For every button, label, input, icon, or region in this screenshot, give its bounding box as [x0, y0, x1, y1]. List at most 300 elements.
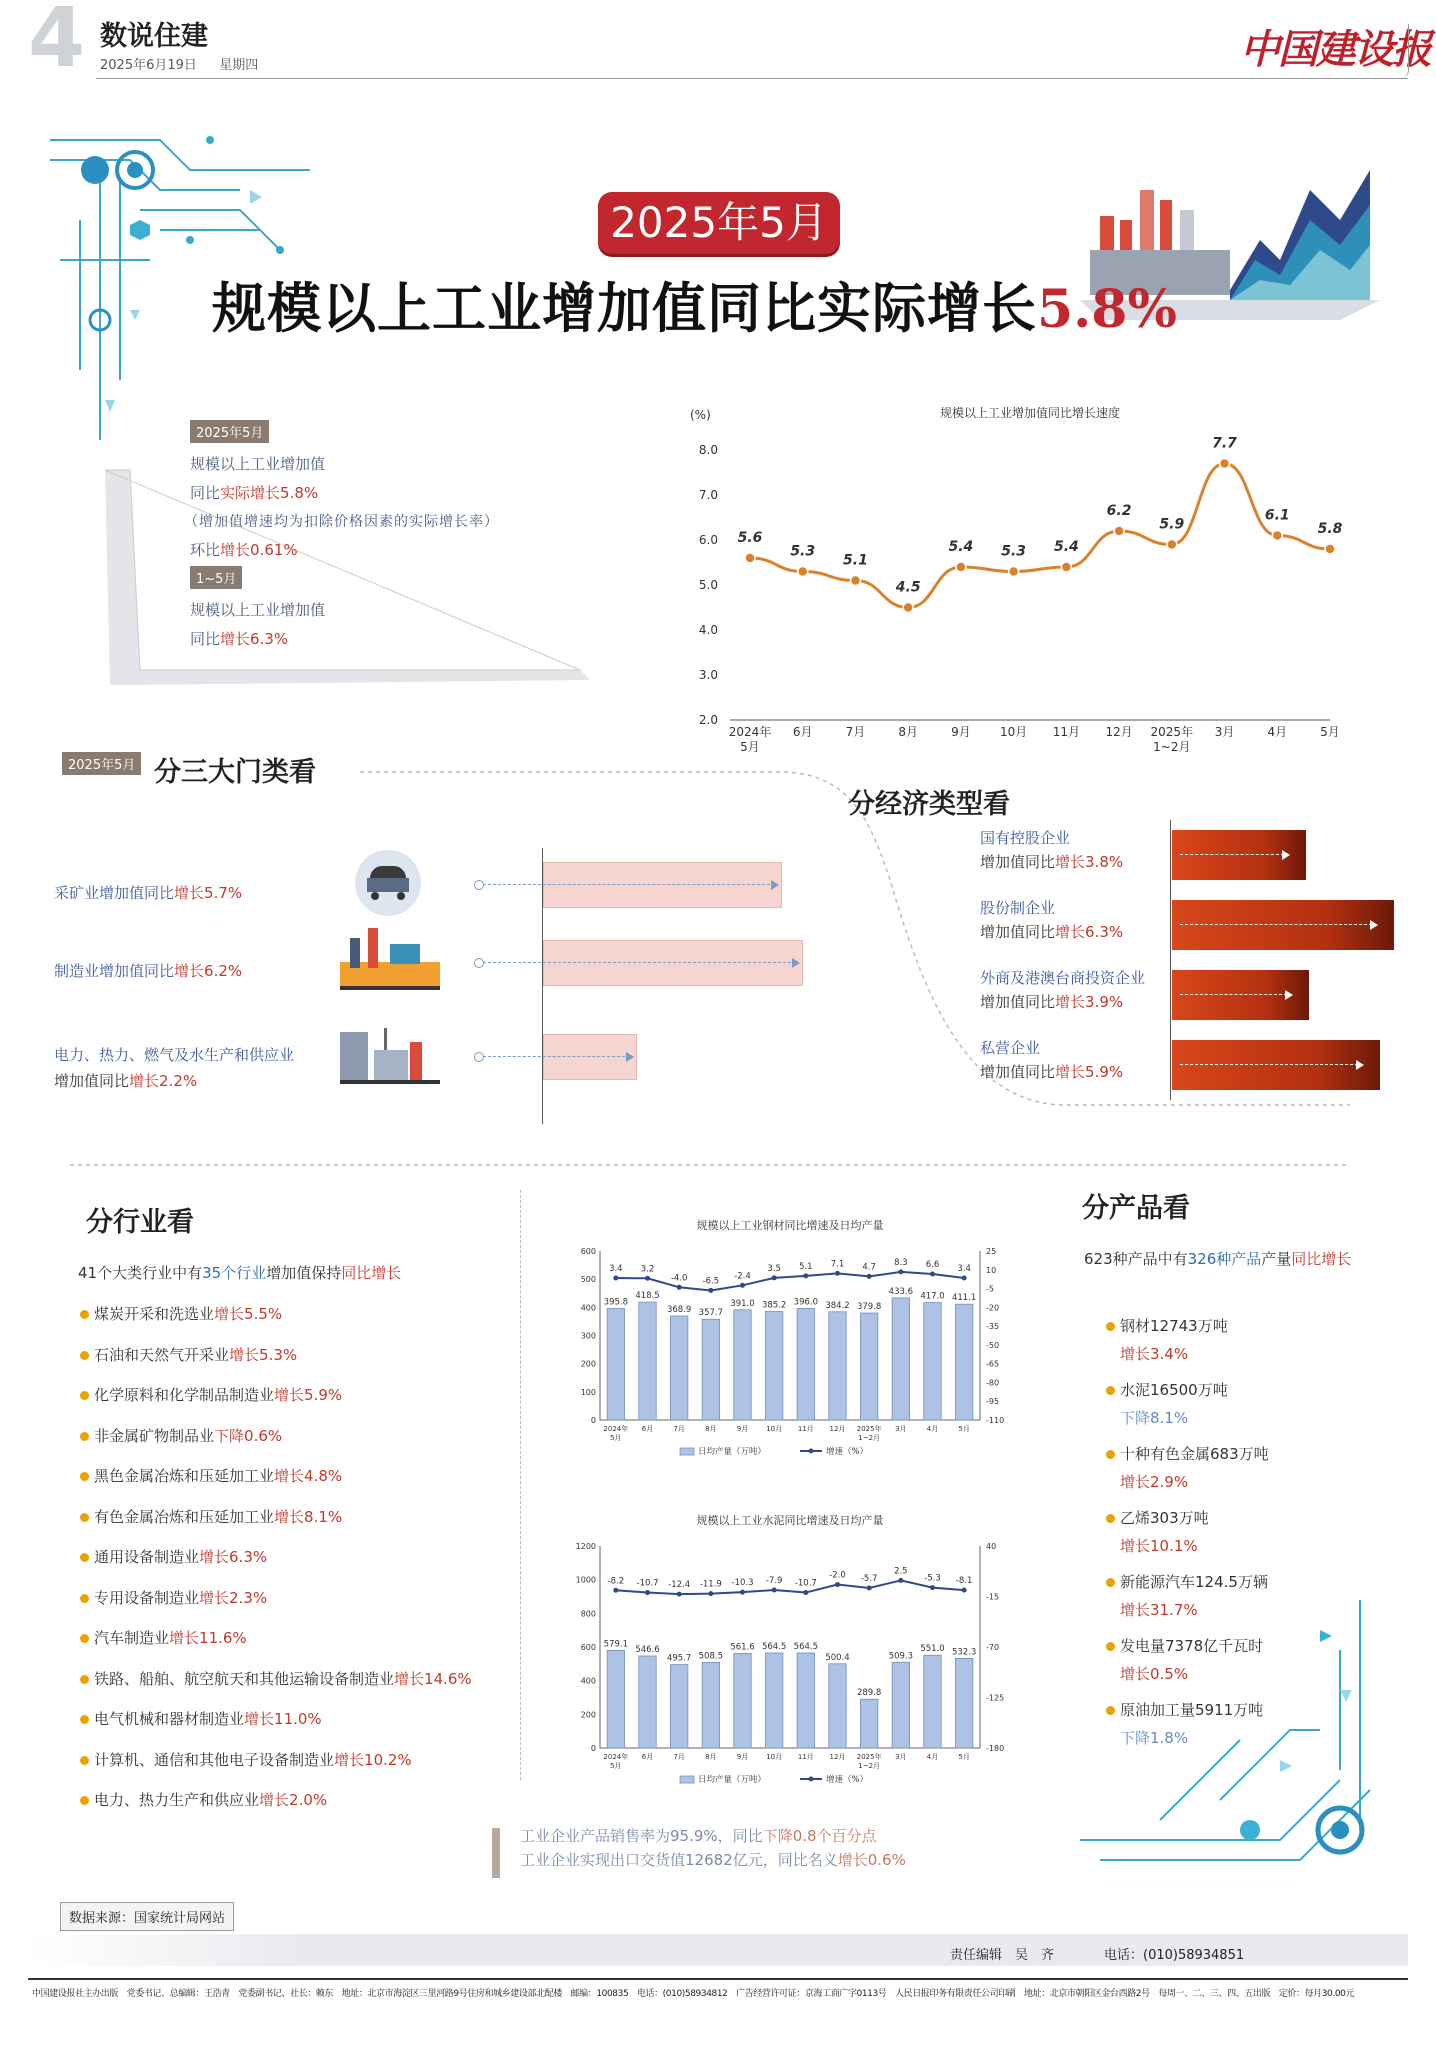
economic-type-name: 国有控股企业 [980, 829, 1071, 847]
line-label: -12.4 [668, 1580, 691, 1591]
summary-line [190, 539, 570, 560]
bullet-icon [80, 1553, 89, 1562]
industry-name: 有色金属冶炼和压延加工业 [94, 1507, 275, 1526]
factory-icon [340, 928, 440, 994]
bullet-icon [80, 1634, 89, 1643]
data-point [835, 1582, 840, 1587]
product-name: 十种有色金属683万吨 [1120, 1445, 1269, 1463]
data-point [850, 576, 860, 586]
phone-text: 电话：(010)58934851 [1104, 1948, 1245, 1963]
x-tick-label: 10月 [766, 1425, 783, 1433]
bar-label: 379.8 [856, 1302, 882, 1313]
y-tick-label: 300 [580, 1331, 596, 1341]
summary-tag-jan-may: 1~5月 [190, 566, 242, 589]
data-point [677, 1285, 682, 1290]
x-tick-label: 4月 [926, 1425, 939, 1433]
legend-marker [809, 1449, 814, 1454]
sales-pre: 工业企业实现出口交货值 [520, 1851, 686, 1869]
data-label: 5.4 [948, 539, 974, 555]
product-item [1106, 1312, 1366, 1376]
summary-panel [184, 420, 570, 649]
product-item [1106, 1504, 1366, 1568]
economic-type-value: 6.3% [1085, 923, 1124, 941]
page-number: 4 [28, 0, 86, 86]
x-tick-label: 7月 [673, 1753, 685, 1761]
industry-name: 石油和天然气开采业 [94, 1345, 230, 1364]
mining-cart-icon [355, 850, 421, 916]
industry-value: 5.5% [244, 1305, 283, 1323]
bar [702, 1319, 719, 1420]
sector-bar [543, 862, 782, 908]
bar [607, 1651, 624, 1748]
industry-name: 计算机、通信和其他电子设备制造业 [94, 1750, 335, 1769]
y-tick-label: 800 [580, 1609, 596, 1619]
data-point [903, 603, 913, 613]
industry-value: 11.0% [274, 1710, 322, 1728]
intro-number: 35个行业 [202, 1264, 267, 1282]
industry-name: 汽车制造业 [94, 1629, 170, 1647]
data-point [740, 1283, 745, 1288]
product-name-line [1106, 1312, 1366, 1340]
y-tick-label: 5.0 [698, 578, 718, 592]
industry-key: 增长 [244, 1710, 275, 1728]
x-tick-label: 9月 [736, 1753, 749, 1761]
intro-key: 同比增长 [341, 1264, 402, 1282]
sector-arrow-dot [474, 880, 484, 890]
industry-item [80, 1416, 520, 1457]
summary-value: 0.61% [250, 541, 298, 559]
y-tick-label: 0 [590, 1744, 596, 1753]
sector-text: 制造业增加值同比 [54, 962, 175, 980]
industry-name: 专用设备制造业 [94, 1588, 200, 1607]
product-item [1106, 1376, 1366, 1440]
sector-arrow [478, 962, 796, 963]
legend-swatch-bar [680, 1448, 694, 1455]
y2-tick-label: -15 [986, 1592, 1000, 1602]
y-tick-label: 200 [580, 1710, 596, 1720]
y2-tick-label: -35 [986, 1322, 1000, 1332]
economic-type-label [980, 1036, 1123, 1084]
economic-type-bar [1172, 1040, 1380, 1090]
bar [924, 1655, 941, 1748]
product-name-line [1106, 1504, 1366, 1532]
y-axis-unit: (%) [690, 408, 711, 422]
y-tick-label: 7.0 [698, 488, 718, 502]
bullet-icon [1106, 1322, 1115, 1331]
data-point [803, 1590, 808, 1595]
y2-tick-label: -80 [986, 1378, 1000, 1388]
sector-value: 5.7% [204, 884, 243, 902]
industry-item [80, 1699, 520, 1740]
bar-label: 385.2 [761, 1300, 787, 1311]
economic-type-value: 3.8% [1085, 853, 1124, 871]
industry-item [80, 1537, 520, 1578]
economic-type-pre: 增加值同比 [980, 853, 1056, 871]
sales-key: 下降0.8个百分点 [762, 1827, 877, 1845]
data-label: 5.4 [1053, 539, 1079, 555]
x-tick-label: 11月 [797, 1425, 814, 1433]
data-point [798, 567, 808, 577]
editor-text: 责任编辑 吴 齐 [950, 1948, 1055, 1963]
y2-tick-label: -5 [986, 1284, 994, 1294]
economic-type-value-line [980, 850, 1123, 874]
bar-label: 418.5 [635, 1291, 660, 1302]
bar-label: 384.2 [825, 1300, 850, 1311]
paper-logo: 中国建设报 [1240, 26, 1430, 73]
legend-label: 日均产量（万吨） [698, 1775, 767, 1785]
industry-key: 增长 [274, 1386, 305, 1404]
weekday-text: 星期四 [219, 58, 259, 73]
product-name: 发电量7378亿千瓦时 [1120, 1637, 1264, 1655]
x-tick-label: 7月 [673, 1425, 685, 1433]
bar [639, 1656, 656, 1748]
line-label: 6.6 [925, 1260, 940, 1271]
x-tick-label: 7月 [845, 725, 866, 739]
industry-key: 增长 [199, 1588, 230, 1607]
summary-key: 实际增长 [220, 484, 281, 502]
industry-key: 增长 [394, 1669, 425, 1688]
bullet-icon [1106, 1578, 1115, 1587]
data-point [930, 1272, 935, 1277]
x-tick-label: 12月 [829, 1425, 846, 1433]
economic-type-value-line [980, 920, 1123, 944]
summary-pre: 同比 [190, 630, 221, 648]
bullet-icon [1106, 1450, 1115, 1459]
y2-tick-label: -180 [986, 1744, 1005, 1753]
data-label: 5.6 [737, 530, 763, 546]
data-label: 5.1 [843, 552, 868, 569]
bar-label: 500.4 [825, 1652, 850, 1663]
line-label: 3.4 [609, 1264, 623, 1275]
line-label: 8.3 [894, 1257, 908, 1268]
y-tick-label: 6.0 [698, 533, 718, 547]
data-point [645, 1276, 650, 1281]
y-tick-label: 100 [580, 1387, 596, 1397]
chart-title: 规模以上工业钢材同比增速及日均产量 [696, 1219, 884, 1232]
line-label: -5.3 [924, 1573, 941, 1584]
bar-label: 391.0 [730, 1298, 755, 1309]
sales-line [520, 1824, 906, 1848]
y-tick-label: 8.0 [698, 443, 718, 457]
summary-key: 增长 [220, 630, 251, 648]
x-tick-label: 8月 [705, 1425, 717, 1433]
summary-value: 6.3% [250, 630, 289, 648]
product-change: 增长2.9% [1120, 1473, 1189, 1491]
economic-types-axis [1170, 820, 1171, 1100]
economic-type-bar-arrow [1180, 994, 1287, 995]
intro-mid: 产量 [1261, 1250, 1292, 1268]
masthead [0, 0, 1436, 86]
product-change: 增长3.4% [1120, 1345, 1189, 1363]
line-label: 3.5 [767, 1263, 781, 1274]
y-tick-label: 2.0 [698, 713, 718, 727]
industry-value: 10.2% [364, 1750, 412, 1769]
economic-type-bar-arrow-head [1282, 850, 1290, 860]
bullet-icon [1106, 1514, 1115, 1523]
y2-tick-label: -70 [986, 1643, 1000, 1652]
x-tick-label: 11月 [1052, 725, 1081, 739]
bar-label: 532.3 [951, 1647, 977, 1658]
product-name: 水泥16500万吨 [1120, 1381, 1228, 1399]
industry-value: 8.1% [304, 1507, 343, 1526]
intro-pre: 623种产品中有 [1084, 1250, 1188, 1268]
line-label: -8.2 [607, 1576, 625, 1587]
data-point [1114, 526, 1124, 536]
sector-label [54, 880, 242, 906]
bullet-icon [80, 1391, 89, 1400]
industry-value: 2.3% [229, 1588, 268, 1607]
data-point [898, 1578, 903, 1583]
x-tick-label: 6月 [792, 725, 813, 739]
bar-label: 396.0 [793, 1297, 819, 1308]
data-point [1220, 459, 1230, 469]
source-box: 数据来源：国家统计局网站 [60, 1902, 234, 1931]
y-tick-label: 1200 [575, 1542, 596, 1551]
y-tick-label: 600 [580, 1247, 596, 1256]
line-label: -11.9 [699, 1579, 722, 1590]
sector-value: 2.2% [159, 1072, 198, 1090]
summary-footnote: （增加值增速均为扣除价格因素的实际增长率） [184, 514, 499, 530]
product-item [1106, 1440, 1366, 1504]
section-title: 数说住建 [100, 21, 208, 52]
headline-title [212, 266, 1177, 343]
data-label: 5.3 [790, 543, 816, 560]
data-point [1325, 544, 1335, 554]
economic-type-label [980, 896, 1123, 944]
industry-key: 增长 [274, 1467, 305, 1485]
x-tick-label: 9月 [736, 1425, 749, 1433]
sales-bar [492, 1828, 500, 1878]
industry-item [80, 1780, 520, 1821]
x-tick-label: 3月 [895, 1425, 907, 1433]
economic-type-name: 外商及港澳台商投资企业 [980, 969, 1146, 987]
industry-item [80, 1578, 520, 1619]
sales-line [520, 1848, 906, 1872]
industry-key: 增长 [214, 1305, 245, 1323]
bullet-icon [80, 1472, 89, 1481]
industry-key: 增长 [259, 1791, 290, 1809]
industry-item [80, 1740, 520, 1781]
summary-line [190, 482, 570, 503]
intro-key: 同比增长 [1291, 1250, 1352, 1268]
bar-label: 411.1 [951, 1293, 977, 1304]
economic-type-bar-arrow-head [1356, 1060, 1364, 1070]
line-label: 3.2 [640, 1264, 655, 1275]
sector-arrow-head [771, 880, 779, 890]
economic-type-label [980, 826, 1123, 874]
economic-type-pre: 增加值同比 [980, 993, 1056, 1011]
sector-arrow-dot [474, 958, 484, 968]
x-tick-label: 8月 [705, 1753, 717, 1761]
x-tick-label: 2025年 1~2月 [856, 1425, 882, 1442]
legend-swatch-bar [680, 1776, 694, 1783]
y2-tick-label: -95 [986, 1397, 1000, 1407]
economic-type-bar [1172, 830, 1306, 880]
industry-key: 增长 [199, 1548, 230, 1566]
industry-name: 黑色金属冶炼和压延加工业 [94, 1467, 275, 1485]
x-tick-label: 4月 [926, 1753, 939, 1761]
economic-type-pre: 增加值同比 [980, 923, 1056, 941]
data-point [708, 1288, 713, 1293]
bar [797, 1308, 814, 1420]
y-tick-label: 400 [580, 1676, 596, 1686]
industry-name: 化学原料和化学制品制造业 [94, 1386, 275, 1404]
legend-label: 日均产量（万吨） [698, 1447, 767, 1457]
economic-type-bar-arrow [1180, 1064, 1358, 1065]
data-point [962, 1588, 967, 1593]
sales-note [520, 1824, 906, 1872]
legend-marker [809, 1777, 814, 1782]
industry-item [80, 1294, 520, 1335]
economic-type-value: 5.9% [1085, 1063, 1124, 1081]
data-point [1272, 531, 1282, 541]
data-point [835, 1271, 840, 1276]
product-change: 下降1.8% [1120, 1729, 1189, 1747]
line-label: 7.1 [830, 1259, 845, 1270]
sectors-tag-text: 2025年5月 [62, 752, 141, 775]
bar-label: 368.9 [666, 1305, 692, 1316]
bar-label: 417.0 [920, 1291, 945, 1302]
y-tick-label: 500 [580, 1275, 596, 1285]
bullet-icon [80, 1594, 89, 1603]
product-name-line [1106, 1376, 1366, 1404]
industry-item [80, 1456, 520, 1497]
industry-key: 下降 [214, 1426, 245, 1445]
industry-item [80, 1335, 520, 1376]
industry-key: 增长 [334, 1750, 365, 1769]
x-tick-label: 5月 [1320, 725, 1340, 739]
data-label: 5.3 [1001, 543, 1027, 560]
industry-value: 14.6% [424, 1669, 472, 1688]
data-point [1167, 540, 1177, 550]
x-tick-label: 5月 [958, 1753, 970, 1761]
data-label: 6.1 [1264, 507, 1290, 524]
bullet-icon [80, 1756, 89, 1765]
product-change: 增长31.7% [1120, 1601, 1198, 1619]
industry-name: 铁路、船舶、航空航天和其他运输设备制造业 [94, 1669, 395, 1688]
x-tick-label: 5月 [958, 1425, 970, 1433]
y-tick-label: 3.0 [698, 668, 718, 682]
industry-item [80, 1497, 520, 1538]
sector-arrow-head [792, 958, 800, 968]
footer-rule [28, 1978, 1408, 1980]
summary-key: 增长 [220, 541, 251, 559]
industry-name: 电气机械和器材制造业 [94, 1710, 245, 1728]
economic-type-bar-arrow [1180, 924, 1372, 925]
x-tick-label: 8月 [898, 725, 919, 739]
sales-value: 95.9% [670, 1827, 718, 1845]
bar [765, 1312, 782, 1420]
bar-label: 495.7 [666, 1653, 692, 1664]
bullet-icon [80, 1715, 89, 1724]
products-heading: 分产品看 [1082, 1193, 1190, 1224]
bar [765, 1653, 782, 1748]
growth-line-chart [690, 395, 1350, 765]
sector-value: 6.2% [204, 962, 243, 980]
data-label: 4.5 [895, 579, 921, 596]
data-point [613, 1588, 618, 1593]
economic-type-bar-arrow [1180, 854, 1284, 855]
industry-name: 通用设备制造业 [94, 1548, 200, 1566]
headline-badge: 2025年5月 [598, 192, 840, 254]
bar [955, 1304, 972, 1420]
industries-intro [78, 1262, 401, 1283]
x-tick-label: 4月 [1267, 725, 1288, 739]
data-point [867, 1585, 872, 1590]
line-label: 4.7 [862, 1262, 876, 1273]
economic-type-key: 增长 [1055, 993, 1086, 1011]
industry-value: 6.3% [229, 1548, 268, 1566]
legend-label: 增速（%） [826, 1447, 869, 1457]
line-label: -4.0 [670, 1273, 688, 1284]
y-tick-label: 0 [590, 1416, 596, 1425]
economic-type-bar-arrow-head [1370, 920, 1378, 930]
line-label: -8.1 [955, 1576, 973, 1587]
steel-output-chart [560, 1215, 1020, 1475]
x-tick-label: 12月 [1105, 725, 1133, 739]
masthead-rule [96, 78, 1408, 79]
issue-date [100, 54, 258, 73]
line-label: -7.9 [765, 1575, 783, 1586]
sector-label [54, 958, 242, 984]
x-tick-label: 6月 [641, 1753, 654, 1761]
x-tick-label: 11月 [797, 1753, 814, 1761]
y2-tick-label: -125 [986, 1693, 1005, 1703]
industry-value: 2.0% [289, 1791, 328, 1809]
economic-type-value-line [980, 1060, 1123, 1084]
bar-label: 564.5 [761, 1641, 787, 1652]
summary-tag-may: 2025年5月 [190, 420, 269, 443]
sector-arrow-dot [474, 1052, 484, 1062]
bar-label: 579.1 [603, 1639, 629, 1650]
line-label: 3.4 [957, 1264, 971, 1275]
industries-heading: 分行业看 [86, 1207, 194, 1238]
data-label: 5.9 [1159, 516, 1185, 533]
sector-bar [543, 940, 803, 986]
data-point [745, 553, 755, 563]
bar [607, 1309, 624, 1420]
sector-bar [543, 1034, 637, 1080]
power-plant-icon [340, 1022, 440, 1088]
line-label: 5.1 [799, 1261, 813, 1272]
line-label: -10.7 [636, 1578, 659, 1589]
economic-type-bar [1172, 970, 1309, 1020]
y2-tick-label: -110 [986, 1416, 1005, 1425]
economic-type-label [980, 966, 1145, 1014]
industry-value: 5.9% [304, 1386, 343, 1404]
product-change: 下降8.1% [1120, 1409, 1189, 1427]
bar [860, 1313, 877, 1420]
bullet-icon [80, 1432, 89, 1441]
line-label: -5.7 [860, 1573, 878, 1584]
headline-text: 规模以上工业增加值同比实际增长 [212, 276, 1037, 340]
bar [734, 1310, 751, 1420]
industry-key: 增长 [169, 1629, 200, 1647]
chart-title: 规模以上工业水泥同比增速及日均产量 [696, 1514, 884, 1527]
economic-type-bar [1172, 900, 1394, 950]
y2-tick-label: -20 [986, 1303, 1000, 1313]
bar-label: 395.8 [603, 1297, 629, 1308]
y2-tick-label: 40 [986, 1542, 997, 1551]
line-label: -6.5 [702, 1276, 720, 1287]
data-point [898, 1269, 903, 1274]
x-tick-label: 12月 [829, 1753, 846, 1761]
x-tick-label: 2025年 1~2月 [856, 1753, 882, 1770]
x-tick-label: 2024年 5月 [603, 1425, 629, 1442]
economic-type-key: 增长 [1055, 1063, 1086, 1081]
line-label: -2.4 [734, 1271, 751, 1282]
industry-value: 4.8% [304, 1467, 343, 1485]
